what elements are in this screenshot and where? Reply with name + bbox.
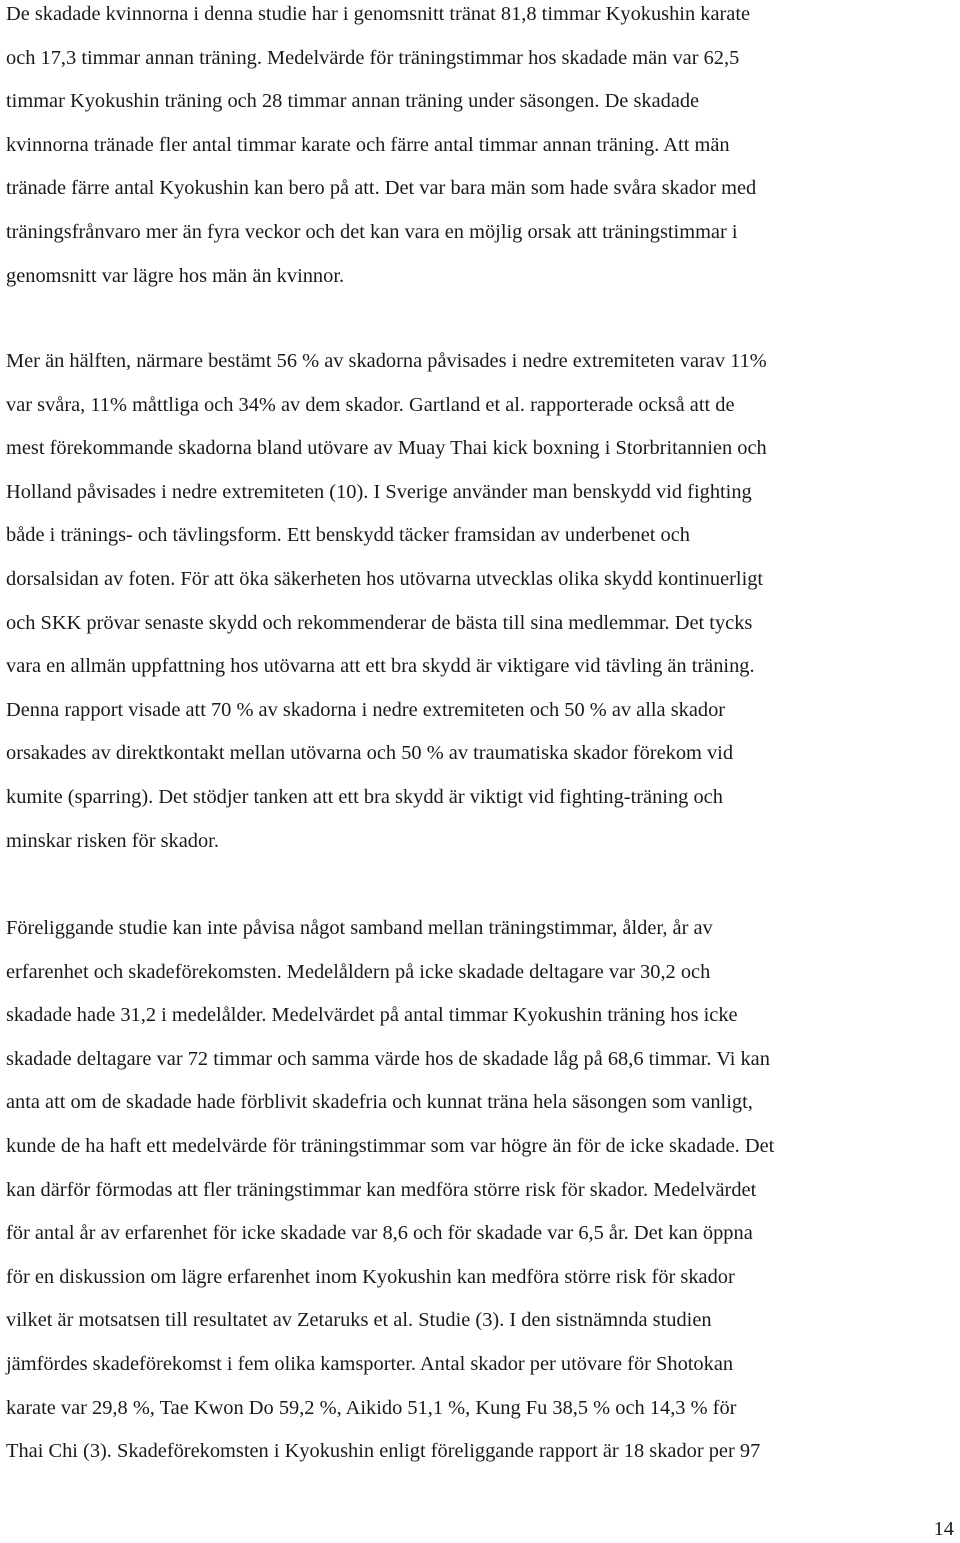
paragraph-1 bbox=[6, 0, 756, 298]
text-line: jämfördes skadeförekomst i fem olika kamsporter. Antal skador per utövare för Shotokan bbox=[6, 1352, 734, 1375]
text-line: timmar Kyokushin träning och 28 timmar annan träning under säsongen. De skadade bbox=[6, 90, 700, 113]
text-line: var svåra, 11% måttliga och 34% av dem skador. Gartland et al. rapporterade också att de bbox=[6, 393, 735, 416]
text-line: Holland påvisades i nedre extremiteten (10). I Sverige använder man benskydd vid fighting bbox=[6, 480, 752, 503]
text-line: karate var 29,8 %, Tae Kwon Do 59,2 %, Aikido 51,1 %, Kung Fu 38,5 % och 14,3 % för bbox=[6, 1396, 737, 1419]
text-line: Mer än hälften, närmare bestämt 56 % av skadorna påvisades i nedre extremiteten varav 11% bbox=[6, 350, 767, 372]
text-line: vilket är motsatsen till resultatet av Zetaruks et al. Studie (3). I den sistnämnda studien bbox=[6, 1309, 712, 1332]
text-line: både i tränings- och tävlingsform. Ett benskydd täcker framsidan av underbenet och bbox=[6, 524, 691, 547]
text-line: kvinnorna tränade fler antal timmar karate och färre antal timmar annan träning. Att män bbox=[6, 133, 730, 156]
text-line: kunde de ha haft ett medelvärde för träningstimmar som var högre än för de icke skadade. Det bbox=[6, 1134, 775, 1157]
text-line: erfarenhet och skadeförekomsten. Medelåldern på icke skadade deltagare var 30,2 och bbox=[6, 960, 711, 983]
text-line: för antal år av erfarenhet för icke skadade var 8,6 och för skadade var 6,5 år. Det kan öppna bbox=[6, 1222, 753, 1245]
paragraph-3 bbox=[6, 907, 774, 1474]
text-line: för en diskussion om lägre erfarenhet inom Kyokushin kan medföra större risk för skador bbox=[6, 1265, 735, 1288]
text-line: dorsalsidan av foten. För att öka säkerheten hos utövarna utvecklas olika skydd kontinuerligt bbox=[6, 567, 764, 590]
text-line: Denna rapport visade att 70 % av skadorna i nedre extremiteten och 50 % av alla skador bbox=[6, 698, 726, 721]
text-line: vara en allmän uppfattning hos utövarna att ett bra skydd är viktigare vid tävling än träning. bbox=[6, 655, 755, 678]
text-line: och SKK prövar senaste skydd och rekommenderar de bästa till sina medlemmar. Det tycks bbox=[6, 611, 753, 634]
text-line: och 17,3 timmar annan träning. Medelvärde för träningstimmar hos skadade män var 62,5 bbox=[6, 46, 740, 69]
text-line: skadade hade 31,2 i medelålder. Medelvärdet på antal timmar Kyokushin träning hos icke bbox=[6, 1004, 738, 1027]
text-line: kan därför förmodas att fler träningstimmar kan medföra större risk för skador. Medelvärdet bbox=[6, 1178, 757, 1201]
text-line: Thai Chi (3). Skadeförekomsten i Kyokushin enligt föreliggande rapport är 18 skador per 97 bbox=[6, 1440, 761, 1463]
text-line: skadade deltagare var 72 timmar och samma värde hos de skadade låg på 68,6 timmar. Vi kan bbox=[6, 1047, 770, 1070]
text-line: De skadade kvinnorna i denna studie har i genomsnitt tränat 81,8 timmar Kyokushin karate bbox=[6, 3, 751, 25]
text-line: orsakades av direktkontakt mellan utövarna och 50 % av traumatiska skador förekom vid bbox=[6, 742, 734, 765]
text-line: träningsfrånvaro mer än fyra veckor och det kan vara en möjlig orsak att träningstimmar i bbox=[6, 220, 738, 243]
text-line: tränade färre antal Kyokushin kan bero på att. Det var bara män som hade svåra skador med bbox=[6, 177, 757, 200]
paragraph-2 bbox=[6, 340, 767, 863]
text-line: kumite (sparring). Det stödjer tanken att ett bra skydd är viktigt vid fighting-träning och bbox=[6, 785, 723, 808]
text-line: genomsnitt var lägre hos män än kvinnor. bbox=[6, 264, 345, 287]
page-number: 14 bbox=[933, 1518, 954, 1540]
text-line: Föreliggande studie kan inte påvisa något samband mellan träningstimmar, ålder, år av bbox=[6, 917, 713, 939]
text-line: mest förekommande skadorna bland utövare av Muay Thai kick boxning i Storbritannien och bbox=[6, 437, 767, 460]
text-line: minskar risken för skador. bbox=[6, 829, 219, 852]
text-line: anta att om de skadade hade förblivit skadefria och kunnat träna hela säsongen som vanligt, bbox=[6, 1091, 753, 1114]
